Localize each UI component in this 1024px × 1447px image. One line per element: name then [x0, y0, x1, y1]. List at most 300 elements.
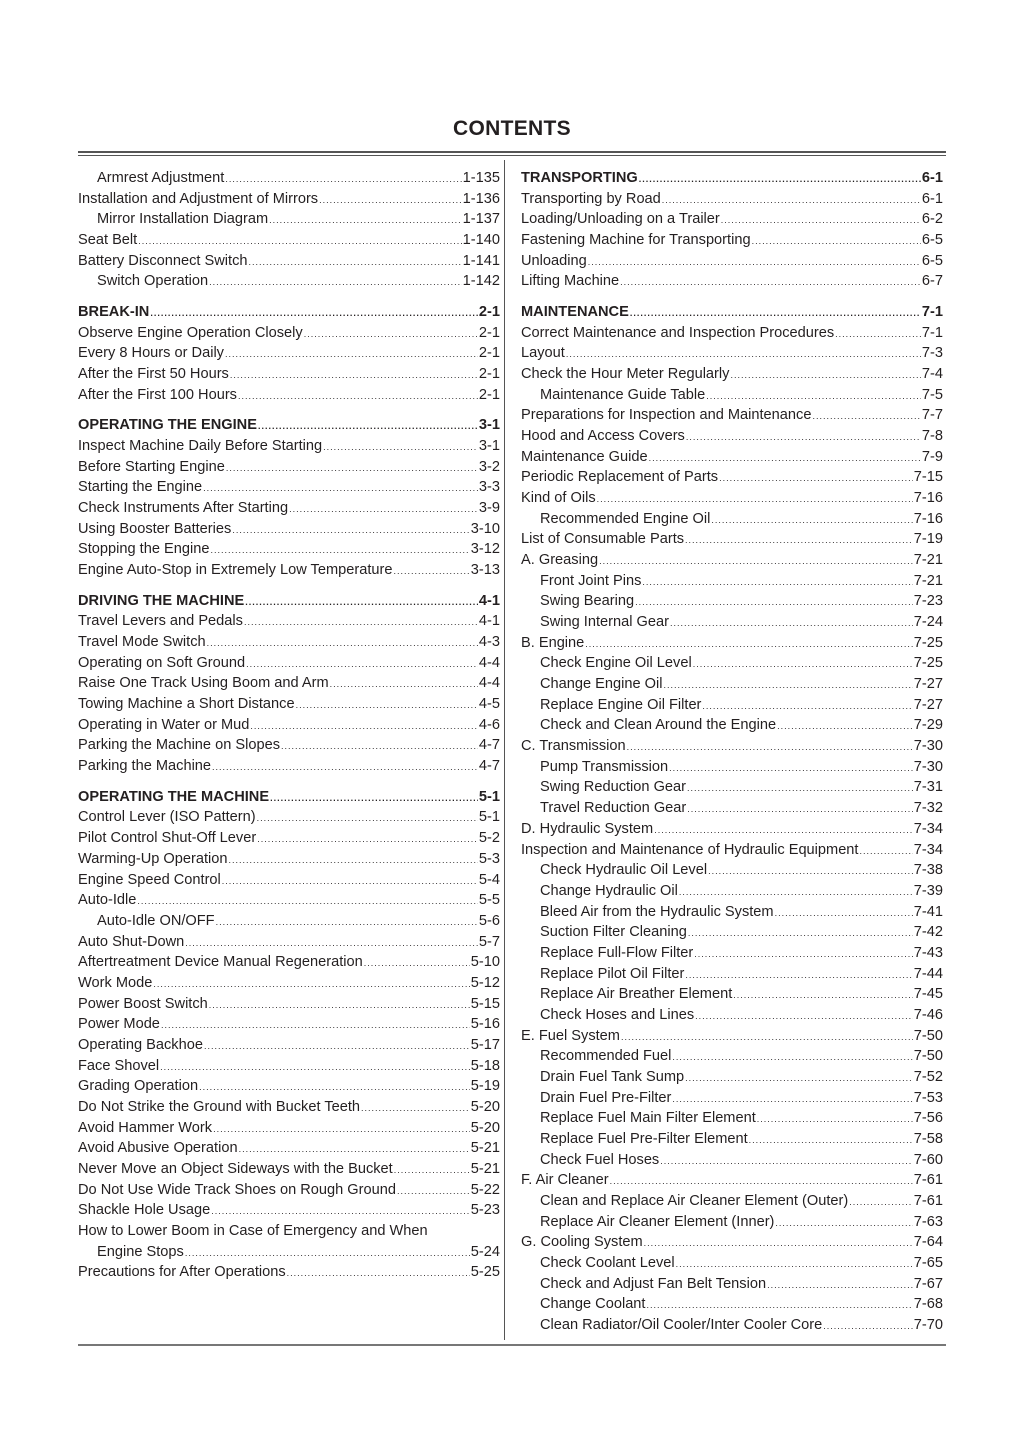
dot-leader [257, 808, 478, 829]
toc-entry-title: Do Not Use Wide Track Shoes on Rough Ground [78, 1181, 396, 1198]
toc-entry-title: Unloading [521, 252, 587, 269]
toc-entry-title: Operating on Soft Ground [78, 654, 246, 671]
toc-entry[interactable] [78, 457, 500, 478]
toc-section-heading[interactable] [78, 787, 500, 808]
toc-entry-title: Check Fuel Hoses [540, 1151, 660, 1168]
toc-entry[interactable] [78, 189, 500, 210]
toc-entry[interactable] [78, 477, 500, 498]
toc-entry[interactable] [78, 911, 500, 932]
toc-entry-title: D. Hydraulic System [521, 820, 654, 837]
toc-entry[interactable] [521, 447, 943, 468]
toc-entry-title: Swing Bearing [540, 593, 635, 610]
toc-page-number: 1-142 [462, 273, 500, 290]
toc-page-number: 7-44 [913, 965, 943, 982]
dot-leader [585, 634, 912, 655]
toc-entry[interactable] [521, 251, 943, 272]
toc-entry[interactable] [78, 1035, 500, 1056]
toc-page-number: 7-25 [913, 634, 943, 651]
toc-page-number: 5-1 [478, 788, 500, 805]
dot-leader [620, 272, 921, 293]
toc-entry[interactable] [521, 1294, 943, 1315]
toc-page-number: 7-25 [913, 655, 943, 672]
toc-entry[interactable] [521, 1232, 943, 1253]
toc-page-number: 7-56 [913, 1110, 943, 1127]
dot-leader [664, 675, 913, 696]
toc-entry[interactable] [521, 860, 943, 881]
toc-entry[interactable] [78, 1014, 500, 1035]
toc-entry-title: Hood and Access Covers [521, 428, 685, 445]
dot-leader [361, 1098, 470, 1119]
toc-entry-title: Change Engine Oil [540, 676, 663, 693]
toc-page-number: 5-22 [470, 1181, 500, 1198]
dot-leader [610, 1171, 913, 1192]
toc-entry[interactable] [521, 209, 943, 230]
toc-entry-title: Clean Radiator/Oil Cooler/Inter Cooler Core [540, 1316, 823, 1333]
toc-page-number: 7-32 [913, 800, 943, 817]
toc-page-number: 7-39 [913, 882, 943, 899]
toc-entry[interactable] [521, 1191, 943, 1212]
toc-entry[interactable] [78, 653, 500, 674]
toc-page-number: 7-29 [913, 717, 943, 734]
toc-page-number: 5-24 [470, 1243, 500, 1260]
toc-page-number: 4-4 [478, 675, 500, 692]
toc-entry[interactable] [521, 1315, 943, 1336]
toc-entry-title: Travel Reduction Gear [540, 800, 687, 817]
toc-entry[interactable] [521, 343, 943, 364]
toc-entry[interactable] [521, 612, 943, 633]
toc-page-number: 7-30 [913, 738, 943, 755]
dot-leader [687, 799, 913, 820]
toc-entry[interactable] [521, 943, 943, 964]
dot-leader [687, 778, 913, 799]
toc-entry[interactable] [78, 1200, 500, 1221]
toc-entry-title: Drain Fuel Tank Sump [540, 1068, 685, 1085]
toc-entry[interactable] [521, 984, 943, 1005]
dot-leader [209, 272, 462, 293]
dot-leader [330, 674, 478, 695]
toc-page-number: 7-21 [913, 572, 943, 589]
toc-entry[interactable] [521, 571, 943, 592]
dot-leader [246, 654, 478, 675]
toc-entry[interactable] [78, 611, 500, 632]
toc-entry-title: Engine Speed Control [78, 871, 221, 888]
toc-page-number: 7-27 [913, 676, 943, 693]
dot-leader [323, 437, 478, 458]
toc-entry[interactable] [78, 673, 500, 694]
dot-leader [210, 540, 469, 561]
dot-leader [767, 1275, 913, 1296]
dot-leader [225, 344, 478, 365]
toc-entry[interactable] [78, 364, 500, 385]
toc-entry[interactable] [521, 819, 943, 840]
dot-leader [239, 1139, 470, 1160]
toc-entry[interactable] [521, 757, 943, 778]
toc-page-number: 3-3 [478, 479, 500, 496]
toc-entry-title: Check Engine Oil Level [540, 655, 692, 672]
toc-entry[interactable] [78, 343, 500, 364]
toc-entry-title: Pilot Control Shut-Off Lever [78, 830, 257, 847]
toc-entry[interactable] [521, 550, 943, 571]
dot-leader [752, 231, 921, 252]
toc-entry-title: Transporting by Road [521, 190, 661, 207]
dot-leader [304, 324, 478, 345]
toc-page-number: 7-34 [913, 820, 943, 837]
toc-entry[interactable] [78, 1180, 500, 1201]
toc-entry[interactable] [78, 1242, 500, 1263]
dot-leader [138, 231, 461, 252]
toc-page-number: 7-67 [913, 1275, 943, 1292]
toc-entry[interactable] [521, 591, 943, 612]
dot-leader [706, 386, 921, 407]
toc-entry-title: Clean and Replace Air Cleaner Element (Outer) [540, 1192, 849, 1209]
toc-entry[interactable] [521, 230, 943, 251]
toc-page-number: 7-8 [921, 428, 943, 445]
dot-leader [238, 386, 478, 407]
dot-leader [775, 903, 913, 924]
toc-entry[interactable] [521, 964, 943, 985]
toc-entry[interactable] [78, 828, 500, 849]
toc-entry[interactable] [78, 323, 500, 344]
toc-page-number: 7-60 [913, 1151, 943, 1168]
toc-entry[interactable] [521, 715, 943, 736]
toc-page-number: 7-19 [913, 531, 943, 548]
toc-entry-title: Maintenance Guide [521, 448, 648, 465]
toc-entry[interactable] [521, 1150, 943, 1171]
toc-entry-title: Operating Backhoe [78, 1036, 203, 1053]
toc-entry-title: Check Coolant Level [540, 1254, 675, 1271]
dot-leader [812, 406, 920, 427]
toc-entry-title: Auto-Idle ON/OFF [97, 912, 215, 929]
toc-entry-title: Front Joint Pins [540, 572, 642, 589]
dot-leader [688, 923, 913, 944]
dot-leader [642, 572, 912, 593]
toc-entry-title: Fastening Machine for Transporting [521, 232, 751, 249]
toc-page-number: 4-1 [478, 592, 500, 609]
toc-left-column [78, 168, 500, 1283]
dot-leader [364, 953, 470, 974]
dot-leader [566, 344, 921, 365]
toc-entry-title: Auto Shut-Down [78, 933, 185, 950]
toc-entry-title: Check Hoses and Lines [540, 1006, 695, 1023]
toc-entry-title: Engine Auto-Stop in Extremely Low Temperature [78, 562, 393, 579]
toc-page-number: 7-21 [913, 552, 943, 569]
toc-entry-title: Maintenance Guide Table [540, 386, 706, 403]
toc-entry-title: Recommended Fuel [540, 1048, 672, 1065]
toc-entry-title: C. Transmission [521, 738, 626, 755]
toc-entry-title: Every 8 Hours or Daily [78, 345, 224, 362]
dot-leader [203, 478, 478, 499]
dot-leader [686, 427, 921, 448]
toc-entry-title: After the First 100 Hours [78, 386, 237, 403]
dot-leader [225, 169, 461, 190]
toc-page-number: 2-1 [478, 386, 500, 403]
toc-entry[interactable] [521, 509, 943, 530]
dot-leader [708, 861, 913, 882]
toc-page-number: 1-135 [462, 170, 500, 186]
toc-section-heading[interactable] [78, 302, 500, 323]
dot-leader [711, 510, 912, 531]
toc-page-number: 5-7 [478, 933, 500, 950]
toc-entry[interactable] [78, 994, 500, 1015]
toc-entry[interactable] [521, 529, 943, 550]
toc-page-number: 4-4 [478, 654, 500, 671]
dot-leader [733, 985, 913, 1006]
toc-page-number: 5-18 [470, 1057, 500, 1074]
toc-entry[interactable] [521, 488, 943, 509]
dot-leader [269, 210, 462, 231]
toc-entry[interactable] [521, 736, 943, 757]
toc-entry-title: Replace Fuel Main Filter Element [540, 1110, 756, 1127]
toc-page-number: 6-7 [921, 273, 943, 290]
toc-entry-title: Power Boost Switch [78, 995, 208, 1012]
title-rule-thin [78, 155, 946, 156]
toc-page-number: 7-50 [913, 1048, 943, 1065]
toc-page-number: 5-5 [478, 892, 500, 909]
toc-entry-title: TRANSPORTING [521, 170, 638, 186]
toc-page-number: 6-1 [921, 190, 943, 207]
toc-entry[interactable] [521, 922, 943, 943]
toc-page-number: 7-1 [921, 304, 943, 321]
toc-entry-title: Loading/Unloading on a Trailer [521, 211, 720, 228]
dot-leader [694, 944, 913, 965]
toc-page-number: 7-61 [913, 1172, 943, 1189]
toc-entry-title: BREAK-IN [78, 304, 150, 321]
toc-entry[interactable] [78, 870, 500, 891]
toc-entry[interactable] [78, 807, 500, 828]
toc-entry[interactable] [78, 632, 500, 653]
toc-entry[interactable] [521, 189, 943, 210]
toc-page-number: 7-65 [913, 1254, 943, 1271]
dot-leader [662, 190, 921, 211]
toc-entry[interactable] [521, 1274, 943, 1295]
toc-entry[interactable] [78, 1221, 500, 1242]
toc-entry[interactable] [78, 715, 500, 736]
toc-entry-title: Before Starting Engine [78, 458, 225, 475]
dot-leader [670, 613, 913, 634]
toc-entry-title: Raise One Track Using Boom and Arm [78, 675, 329, 692]
toc-entry-title: OPERATING THE MACHINE [78, 788, 270, 805]
dot-leader [207, 633, 478, 654]
toc-entry[interactable] [78, 560, 500, 581]
toc-page-number: 1-137 [462, 211, 500, 228]
toc-entry[interactable] [521, 798, 943, 819]
dot-leader [685, 530, 913, 551]
dot-leader [211, 1201, 470, 1222]
dot-leader [287, 1263, 470, 1284]
toc-entry[interactable] [521, 1253, 943, 1274]
toc-entry[interactable] [521, 1026, 943, 1047]
dot-leader [137, 891, 477, 912]
toc-page-number: 6-1 [921, 170, 943, 186]
toc-entry-title: Check Hydraulic Oil Level [540, 862, 708, 879]
toc-entry[interactable] [78, 1262, 500, 1283]
toc-page-number: 5-1 [478, 809, 500, 826]
toc-entry-title: Inspection and Maintenance of Hydraulic Equipment [521, 841, 859, 858]
toc-entry[interactable] [78, 271, 500, 292]
toc-entry-title: Correct Maintenance and Inspection Procedures [521, 324, 835, 341]
toc-entry[interactable] [78, 209, 500, 230]
toc-entry[interactable] [521, 777, 943, 798]
toc-entry[interactable] [78, 385, 500, 406]
toc-page-number: 7-52 [913, 1068, 943, 1085]
toc-page-number: 5-21 [470, 1140, 500, 1157]
toc-entry[interactable] [521, 271, 943, 292]
toc-entry[interactable] [78, 973, 500, 994]
toc-right-column [521, 168, 943, 1336]
toc-entry[interactable] [521, 323, 943, 344]
toc-entry[interactable] [78, 1076, 500, 1097]
toc-page-number: 3-1 [478, 417, 500, 434]
toc-entry[interactable] [521, 405, 943, 426]
toc-page-number: 7-31 [913, 779, 943, 796]
dot-leader [249, 252, 462, 273]
toc-entry-title: A. Greasing [521, 552, 599, 569]
dot-leader [630, 303, 921, 324]
toc-section-heading[interactable] [521, 302, 943, 323]
dot-leader [281, 736, 478, 757]
toc-section-heading[interactable] [78, 415, 500, 436]
toc-entry-title: DRIVING THE MACHINE [78, 592, 245, 609]
dot-leader [635, 592, 913, 613]
toc-entry[interactable] [78, 952, 500, 973]
toc-section-heading[interactable] [521, 168, 943, 189]
toc-entry[interactable] [521, 840, 943, 861]
title-rule-thick [78, 151, 946, 153]
toc-entry-title: Check and Adjust Fan Belt Tension [540, 1275, 767, 1292]
toc-entry[interactable] [78, 251, 500, 272]
toc-entry[interactable] [78, 1159, 500, 1180]
toc-entry[interactable] [78, 849, 500, 870]
dot-leader [639, 169, 921, 190]
toc-page-number: 4-3 [478, 634, 500, 651]
toc-page-number: 5-20 [470, 1098, 500, 1115]
dot-leader [232, 520, 469, 541]
toc-entry[interactable] [521, 674, 943, 695]
toc-entry[interactable] [78, 756, 500, 777]
toc-entry[interactable] [521, 1088, 943, 1109]
toc-entry-title: Replace Fuel Pre-Filter Element [540, 1130, 748, 1147]
toc-page-number: 3-13 [470, 562, 500, 579]
toc-entry[interactable] [78, 1138, 500, 1159]
toc-page-number: 4-7 [478, 737, 500, 754]
toc-page-number: 6-5 [921, 232, 943, 249]
toc-page-number: 4-6 [478, 716, 500, 733]
dot-leader [660, 1151, 913, 1172]
toc-entry[interactable] [78, 168, 500, 189]
toc-page-number: 7-45 [913, 986, 943, 1003]
toc-entry-title: Control Lever (ISO Pattern) [78, 809, 256, 826]
toc-entry[interactable] [521, 364, 943, 385]
toc-entry[interactable] [78, 1056, 500, 1077]
toc-entry[interactable] [78, 519, 500, 540]
toc-entry[interactable] [521, 1170, 943, 1191]
dot-leader [393, 561, 469, 582]
toc-page-number: 7-1 [921, 324, 943, 341]
toc-entry[interactable] [78, 230, 500, 251]
toc-page-number: 6-2 [921, 211, 943, 228]
toc-entry[interactable] [521, 695, 943, 716]
toc-entry[interactable] [521, 1108, 943, 1129]
toc-page-number: 3-2 [478, 458, 500, 475]
dot-leader [226, 458, 478, 479]
toc-entry-title: Preparations for Inspection and Maintenance [521, 407, 812, 424]
toc-entry[interactable] [521, 1129, 943, 1150]
dot-leader [213, 1119, 470, 1140]
toc-entry[interactable] [521, 385, 943, 406]
toc-entry[interactable] [78, 539, 500, 560]
toc-entry[interactable] [521, 653, 943, 674]
toc-entry-title: Inspect Machine Daily Before Starting [78, 438, 323, 455]
dot-leader [185, 933, 478, 954]
dot-leader [835, 324, 921, 345]
toc-entry[interactable] [521, 902, 943, 923]
toc-entry-title: Check the Hour Meter Regularly [521, 366, 730, 383]
toc-page-number: 7-64 [913, 1234, 943, 1251]
dot-leader [160, 1057, 470, 1078]
toc-entry[interactable] [521, 633, 943, 654]
toc-entry-title: Avoid Hammer Work [78, 1119, 213, 1136]
toc-entry[interactable] [521, 426, 943, 447]
toc-entry[interactable] [78, 735, 500, 756]
dot-leader [646, 1295, 912, 1316]
dot-leader [775, 1213, 912, 1234]
toc-entry[interactable] [78, 694, 500, 715]
toc-entry-title: Armrest Adjustment [97, 170, 225, 186]
toc-entry[interactable] [521, 881, 943, 902]
toc-entry[interactable] [78, 890, 500, 911]
toc-entry-title: Pump Transmission [540, 758, 669, 775]
toc-entry[interactable] [521, 1005, 943, 1026]
dot-leader [823, 1316, 913, 1337]
dot-leader [685, 1068, 913, 1089]
toc-page-number: 7-46 [913, 1006, 943, 1023]
dot-leader [185, 1243, 470, 1264]
toc-entry[interactable] [78, 436, 500, 457]
toc-entry-title: Check Instruments After Starting [78, 500, 289, 517]
toc-entry[interactable] [78, 1097, 500, 1118]
toc-page-number: 5-20 [470, 1119, 500, 1136]
toc-entry[interactable] [521, 1046, 943, 1067]
toc-page-number: 7-7 [921, 407, 943, 424]
toc-entry[interactable] [78, 1118, 500, 1139]
toc-entry-title: Auto-Idle [78, 892, 137, 909]
toc-entry[interactable] [521, 1212, 943, 1233]
toc-entry[interactable] [78, 498, 500, 519]
toc-page-number: 7-42 [913, 924, 943, 941]
dot-leader [588, 252, 921, 273]
toc-entry[interactable] [78, 932, 500, 953]
toc-section-heading[interactable] [78, 591, 500, 612]
toc-entry-title: Recommended Engine Oil [540, 510, 711, 527]
column-divider [504, 160, 505, 1340]
toc-entry-title: Battery Disconnect Switch [78, 252, 248, 269]
dot-leader [270, 788, 478, 809]
toc-entry-title: Aftertreatment Device Manual Regeneration [78, 954, 363, 971]
dot-leader [702, 696, 912, 717]
toc-entry[interactable] [521, 1067, 943, 1088]
toc-entry[interactable] [521, 467, 943, 488]
dot-leader [204, 1036, 470, 1057]
toc-entry-title: Replace Pilot Oil Filter [540, 965, 685, 982]
toc-page-number: 4-7 [478, 758, 500, 775]
toc-entry-title: Swing Internal Gear [540, 614, 669, 631]
toc-entry-title: Suction Filter Cleaning [540, 924, 687, 941]
toc-page-number: 5-21 [470, 1160, 500, 1177]
dot-leader [230, 365, 478, 386]
page-title: CONTENTS [453, 117, 571, 140]
toc-entry-title: Mirror Installation Diagram [97, 211, 269, 228]
toc-entry-title: Observe Engine Operation Closely [78, 324, 303, 341]
